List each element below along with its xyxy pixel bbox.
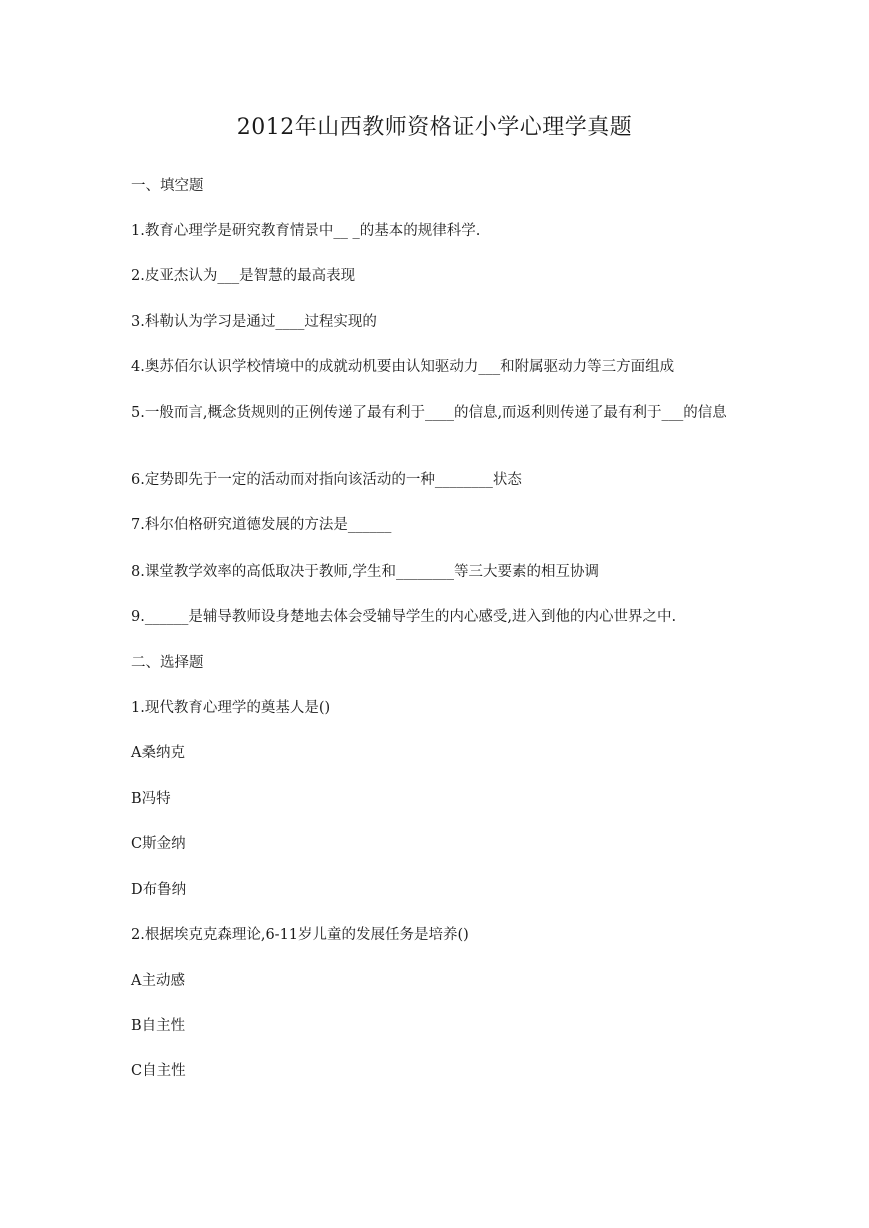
choice-question-2: 2.根据埃克克森理论,6-11岁儿童的发展任务是培养()	[131, 927, 469, 943]
fill-blank-question-5: 5.一般而言,概念货规则的正例传递了最有利于____的信息,而返利则传递了最有利于___的信息	[131, 405, 727, 421]
choice-q1-option-a: A桑纳克	[131, 745, 185, 761]
fill-blank-question-9: 9.______是辅导教师设身楚地去体会受辅导学生的内心感受,进入到他的内心世界之中.	[131, 609, 677, 625]
fill-blank-question-1: 1.教育心理学是研究教育情景中__ _的基本的规律科学.	[131, 223, 481, 239]
fill-blank-question-2: 2.皮亚杰认为___是智慧的最高表现	[131, 268, 356, 284]
choice-q1-option-d: D布鲁纳	[131, 882, 187, 898]
choice-q2-option-c: C自主性	[131, 1063, 186, 1079]
choice-q1-option-b: B冯特	[131, 791, 171, 807]
section-heading-choice: 二、选择题	[131, 655, 204, 671]
choice-q2-option-b: B自主性	[131, 1018, 186, 1034]
section-heading-fill-blank: 一、填空题	[131, 178, 204, 194]
choice-q1-option-c: C斯金纳	[131, 836, 186, 852]
choice-question-1: 1.现代教育心理学的奠基人是()	[131, 700, 331, 716]
fill-blank-question-3: 3.科勒认为学习是通过____过程实现的	[131, 314, 377, 330]
fill-blank-question-7: 7.科尔伯格研究道德发展的方法是______	[131, 517, 392, 533]
page-title: 2012年山西教师资格证小学心理学真题	[236, 115, 633, 140]
fill-blank-question-4: 4.奥苏佰尔认识学校情境中的成就动机要由认知驱动力___和附属驱动力等三方面组成	[131, 359, 675, 375]
fill-blank-question-8: 8.课堂教学效率的高低取决于教师,学生和________等三大要素的相互协调	[131, 564, 599, 580]
fill-blank-question-6: 6.定势即先于一定的活动而对指向该活动的一种________状态	[131, 472, 522, 488]
choice-q2-option-a: A主动感	[131, 973, 185, 989]
